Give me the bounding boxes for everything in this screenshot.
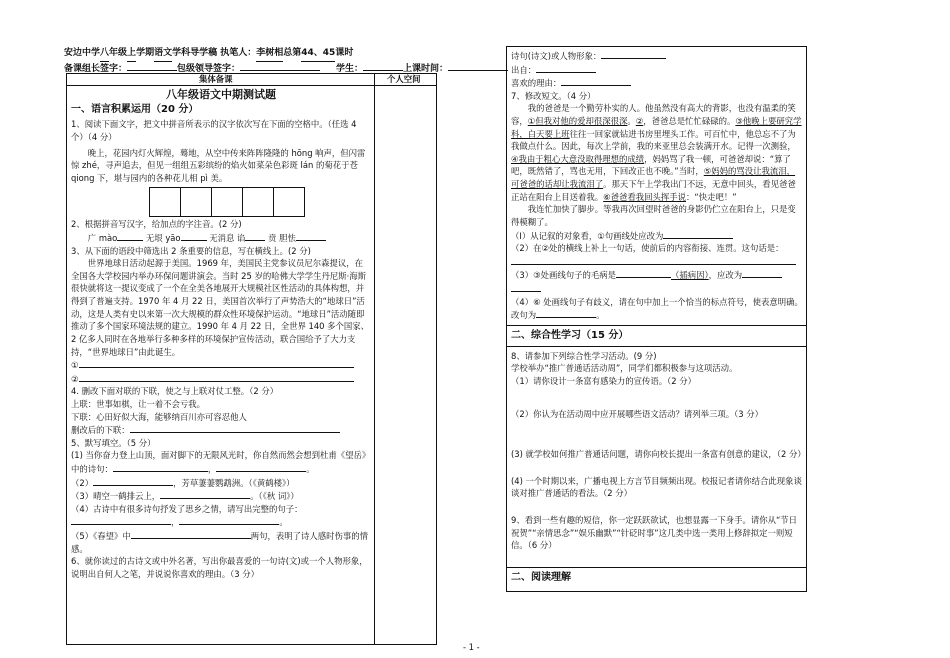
answer-blank[interactable]: [160, 489, 250, 499]
question-7-passage-end: 我连忙加快了脚步。等我再次回望时爸爸的身影仍伫立在阳台上，只是变得模糊了。: [511, 204, 796, 227]
header-line-2: 备课组长签字： 包级领导签字： 学生： 上课时间：: [64, 61, 508, 77]
answer-blank[interactable]: [511, 282, 541, 292]
leader-sign-blank[interactable]: [127, 61, 177, 71]
answer-blank[interactable]: [296, 231, 326, 241]
student-blank[interactable]: [363, 61, 403, 71]
section-divider: [507, 346, 807, 347]
question-7-2-blank: [511, 255, 803, 269]
answer-box[interactable]: [242, 187, 274, 217]
page-number: - 1 -: [463, 642, 480, 652]
answer-blank[interactable]: [79, 372, 354, 382]
question-3-answer-1: ①: [71, 358, 371, 372]
section-1-heading: 一、语言积累运用（20 分）: [71, 104, 199, 116]
answer-box[interactable]: [149, 187, 181, 217]
question-5-4: （4）古诗中有很多诗句抒发了思乡之情，请写出完整的句子：: [71, 503, 303, 514]
grade-value: 八: [100, 47, 109, 62]
answer-blank[interactable]: [216, 462, 306, 472]
section-2-heading: 二、综合性学习（15 分）: [511, 329, 629, 341]
lesson-value: 44、45: [301, 47, 335, 62]
question-5-4-blanks: ， 。: [71, 515, 371, 529]
question-9: 9、看到一些有趣的短信，你一定跃跃欲试，也想显露一下身手。请你从“节日祝贺”“亲情思念”“娱乐幽默”“针砭时事”这几类中选一类用上修辞拟定一则短信。（6 分）: [511, 515, 798, 551]
answer-blank[interactable]: [511, 255, 796, 265]
answer-blank[interactable]: [93, 476, 173, 486]
term-value: 上: [127, 47, 136, 62]
couplet-upper: 上联：世事如棋，让一着不会亏我。: [71, 398, 205, 409]
answer-blank[interactable]: [113, 462, 208, 472]
question-4: 4. 删改下面对联的下联，使之与上联对仗工整。（2 分）: [71, 386, 279, 397]
collective-prep-label: 集体备课: [199, 74, 233, 84]
question-7-3: （3）③处画线句子的毛病是 （插病因），应改为: [511, 268, 803, 282]
question-3: 3、从下面的语段中筛选出 2 条重要的信息，写在横线上。(2 分): [71, 245, 311, 256]
answer-blank[interactable]: [536, 308, 596, 318]
question-5-1: (1) 当你奋力登上山顶，面对脚下的无限风光时，你自然而然会想到杜甫《望岳》中的诗句： ， 。: [71, 450, 371, 475]
section-3-heading: 二、阅读理解: [511, 571, 571, 583]
answer-blank[interactable]: [663, 229, 733, 239]
left-column: [66, 73, 437, 645]
column-divider: [374, 74, 375, 644]
exam-title: 八年级语文中期测试题: [166, 88, 276, 101]
couplet-revised: 删改后的下联：: [71, 423, 371, 437]
answer-blank[interactable]: [79, 358, 354, 368]
question-8-intro: 学校举办“推广普通话活动周”，同学们都积极参与这项活动。: [511, 363, 738, 374]
question-1-text: 晚上，花园内灯火辉煌，蓦地，从空中传来阵阵隆隆的 hōng 响声，但闪雷惊 zhé，寻声追去，但见一组组五彩缤纷的焰火如菜朵色彩斑 lán 的菊花于苍 qiong 下，堪与园内的各种花儿相 pì 美。: [71, 147, 366, 183]
answer-blank[interactable]: [245, 231, 265, 241]
question-7-3-blank: [511, 282, 803, 296]
answer-blank[interactable]: [536, 63, 596, 73]
question-3-answer-2: ②: [71, 372, 371, 386]
answer-blank[interactable]: [181, 231, 207, 241]
section-divider: [507, 567, 807, 568]
answer-box[interactable]: [180, 187, 212, 217]
favorite-line: 诗句(诗文)或人物形象：: [511, 49, 803, 63]
question-8: 8、请参加下列综合性学习活动。(9 分): [511, 350, 657, 361]
question-7-4: （4）⑥ 处画线句子有歧义，请在句中加上一个恰当的标点符号，使表意明确。改句为 。: [511, 296, 803, 321]
admin-sign-blank[interactable]: [240, 61, 320, 71]
question-1: 1、阅读下面文字，把文中拼音所表示的汉字依次写在下面的空格中。（任选 4 个）（4 分）: [71, 119, 357, 142]
subject-value: 语文: [154, 47, 172, 62]
question-7: 7、修改短文。（4 分）: [511, 90, 596, 101]
question-6: 6、就你读过的古诗文或中外名著，写出你最喜爱的一句诗(文)或一个人物形象，说明出自何人之笔，并说说你喜欢的理由。（3 分）: [71, 556, 368, 579]
question-2: 2、根据拼音写汉字，给加点的字注音。(2 分): [71, 219, 242, 230]
personal-space-label: 个人空间: [387, 74, 421, 84]
question-7-passage: 我的爸爸是一个勤劳朴实的人。他虽然没有高大的背影，也没有温柔的笑容，①但我对他的爱却很深很深。②，爸爸总是忙忙碌碌的。③他晚上要研究学科，白天要上班往往一回家就钻进书房里埋头工作。可百忙中，他总忘不了为我做点什么。因此，每次上学前，我的来亚里总会装满开水。记得一次测验，④我由于粗心大意没取得理想的成绩，妈妈骂了我一顿，可爸爸却说：“算了吧，既然错了，骂也无用，下回改正也不晚。”当时，⑤妈妈的骂没让我流泪，可爸爸的话却让我流泪了。那天下午上学我出门不远，无意中回头，看见爸爸正站在阳台上目送着我。⑥爸爸看我回头挥手说：“快走吧！”: [511, 103, 802, 202]
right-content: [511, 49, 806, 586]
author-value: 李树相: [256, 47, 283, 62]
answer-blank[interactable]: [601, 49, 666, 59]
answer-boxes: [149, 187, 371, 215]
question-8-4: (4) 一个时期以来，广播电视上方言节目频频出现。校报记者请你结合此现象谈谈对推广普通话的看法。（2 分）: [511, 475, 802, 499]
question-8-2: （2）你认为在活动周中应开展哪些语文活动？请列举三项。（3 分）: [511, 408, 763, 419]
school-name: 安边中学: [64, 48, 101, 58]
section-divider: [507, 325, 807, 326]
answer-blank[interactable]: [179, 515, 279, 525]
answer-blank[interactable]: [117, 231, 143, 241]
question-5-2: （2） ，芳草萋萋鹦鹉洲。（《黄鹤楼》）: [71, 477, 295, 488]
question-8-3: (3) 就学校如何推广普通话问题，请你向校长提出一条富有创意的建议，（2 分）: [511, 449, 806, 460]
answer-blank[interactable]: [71, 515, 171, 525]
question-5-5: （5）《春望》中 两句，表明了诗人感时伤事的情感。: [71, 531, 369, 554]
class-time-blank[interactable]: [448, 61, 508, 71]
answer-blank[interactable]: [742, 268, 782, 278]
question-3-text: 世界地球日活动起源于美国。1969 年，美国民主党参议员尼尔森提议，在全国各大学校园内举办环保问题讲演会。当时 25 岁的哈佛大学学生丹尼斯·海斯很快就将这一提议变成了一个在全美各地展开大规模社区性活动的具体构想，并得到了普遍支持。1970 年 4 月 22 日，美国首次举行了声势浩大的“地球日”活动，这是人类有史以来第一次大规模的群众性环境保护运动。“地球日”活动随即推动了多个国家环境法规的建立。1990 年 4 月 22 日，全世界 140 多个国家、2 亿多人同时在各地举行多种多样的环境保护宣传活动，联合国给予了大力支持，“世界地球日”由此诞生。: [71, 258, 370, 357]
question-2-items: 广 mào 无垠 yāo 无消息 谄 贲 胆怯: [71, 231, 371, 245]
couplet-lower: 下联：心田好似大海，能够纳百川亦可容忍他人: [71, 411, 247, 422]
left-content: [71, 87, 371, 581]
answer-blank[interactable]: [130, 423, 340, 433]
right-column: [506, 46, 807, 592]
answer-blank[interactable]: [561, 76, 631, 86]
question-8-1: （1）请你设计一条富有感染力的宣传语。（2 分）: [511, 376, 696, 387]
favorite-source: 出自：: [511, 63, 803, 77]
question-7-1: （Ⅰ）从记叙的对象看，①句画线处应改为: [511, 229, 803, 243]
table-head: [67, 74, 436, 86]
question-5: 5、默写填空。（5 分）: [71, 437, 156, 448]
favorite-reason: 喜欢的理由：: [511, 76, 803, 90]
answer-blank[interactable]: [616, 268, 671, 278]
answer-box[interactable]: [211, 187, 243, 217]
answer-blank[interactable]: [131, 529, 251, 539]
header-line-1: 安边中学八年级上学期语文学科导学稿 执笔人：李树相总第44、45课时: [64, 47, 353, 62]
question-5-3: （3）晴空一鹤排云上， 。（《秋 词》）: [71, 491, 299, 502]
question-7-2: （2）在②处的横线上补上一句话，使前后的内容衔接、连贯。这句话是：: [511, 243, 784, 254]
answer-box[interactable]: [273, 187, 305, 217]
